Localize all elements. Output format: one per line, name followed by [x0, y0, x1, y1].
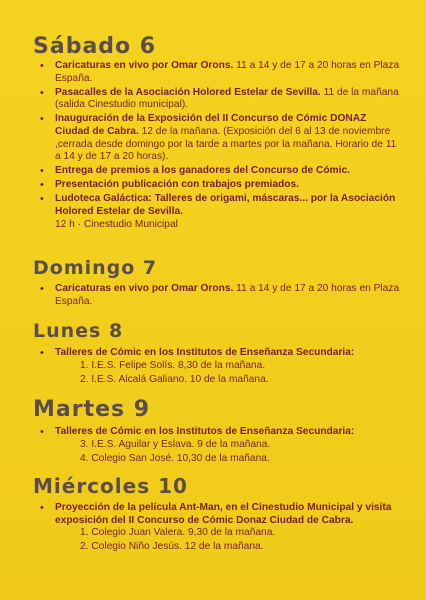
list-item: • Pasacalles de la Asociación Holored Estelar de Sevilla. 11 de la mañana (salida Cinestudio municipal).	[40, 87, 400, 112]
school-item: 3. I.E.S. Aguilar y Eslava. 9 de la mañana.	[80, 438, 271, 450]
day-title-miercoles: Miércoles 10	[33, 474, 188, 498]
day-title-martes: Martes 9	[33, 397, 151, 422]
list-item: • Caricaturas en vivo por Omar Orons. 11 a 14 y de 17 a 20 horas en Plaza España.	[40, 283, 400, 308]
day-list-domingo	[40, 283, 400, 310]
list-item: • Ludoteca Galáctica: Talleres de origami, máscaras... por la Asociación Holored Estelar de Sevilla. 12 h · Cinestudio Municipal	[40, 193, 400, 231]
day-title-domingo: Domingo 7	[33, 257, 158, 279]
list-item: • Proyección de la película Ant-Man, en el Cinestudio Municipal y visita exposición del II Concurso de Cómic Donaz Ciudad de Cabra. 1. Colegio Juan Valera. 9,30 de la mañana. 2. Colegio Niño Jesús. 12 de la mañana.	[40, 502, 400, 554]
list-item: • Presentación publicación con trabajos premiados.	[40, 179, 400, 192]
day-list-miercoles	[40, 502, 400, 556]
list-item: • Inauguración de la Exposición del II Concurso de Cómic DONAZ Ciudad de Cabra. 12 de la mañana. (Exposición del 6 al 13 de noviembre ,cerrada desde domingo por la tarde a martes por la mañana. Horario de 11 a 14 y de 17 a 20 horas).	[40, 113, 400, 163]
school-item: 2. I.E.S. Alcalá Galiano. 10 de la mañana.	[80, 373, 269, 385]
day-title-lunes: Lunes 8	[33, 320, 124, 342]
list-item: • Entrega de premios a los ganadores del Concurso de Cómic.	[40, 165, 400, 178]
school-list	[55, 527, 400, 554]
day-title-sabado: Sábado 6	[33, 34, 157, 59]
school-item: 1. I.E.S. Felipe Solís. 8,30 de la mañana.	[80, 359, 266, 371]
day-list-martes	[40, 426, 400, 467]
school-item: 4. Colegio San José. 10,30 de la mañana.	[80, 452, 270, 464]
day-list-sabado	[40, 60, 400, 233]
school-item: 2. Colegio Niño Jesús. 12 de la mañana.	[80, 541, 264, 553]
school-list	[55, 360, 400, 387]
school-list	[55, 439, 400, 466]
school-item: 1. Colegio Juan Valera. 9,30 de la mañana.	[80, 527, 276, 539]
list-item: • Talleres de Cómic en los Institutos de Enseñanza Secundaria: 3. I.E.S. Aguilar y Eslava. 9 de la mañana. 4. Colegio San José. 10,30 de la mañana.	[40, 426, 400, 466]
list-item: • Talleres de Cómic en los Institutos de Enseñanza Secundaria: 1. I.E.S. Felipe Solís. 8,30 de la mañana. 2. I.E.S. Alcalá Galiano. 10 de la mañana.	[40, 347, 400, 387]
day-list-lunes	[40, 347, 400, 388]
list-item: • Caricaturas en vivo por Omar Orons. 11 a 14 y de 17 a 20 horas en Plaza España.	[40, 60, 400, 85]
